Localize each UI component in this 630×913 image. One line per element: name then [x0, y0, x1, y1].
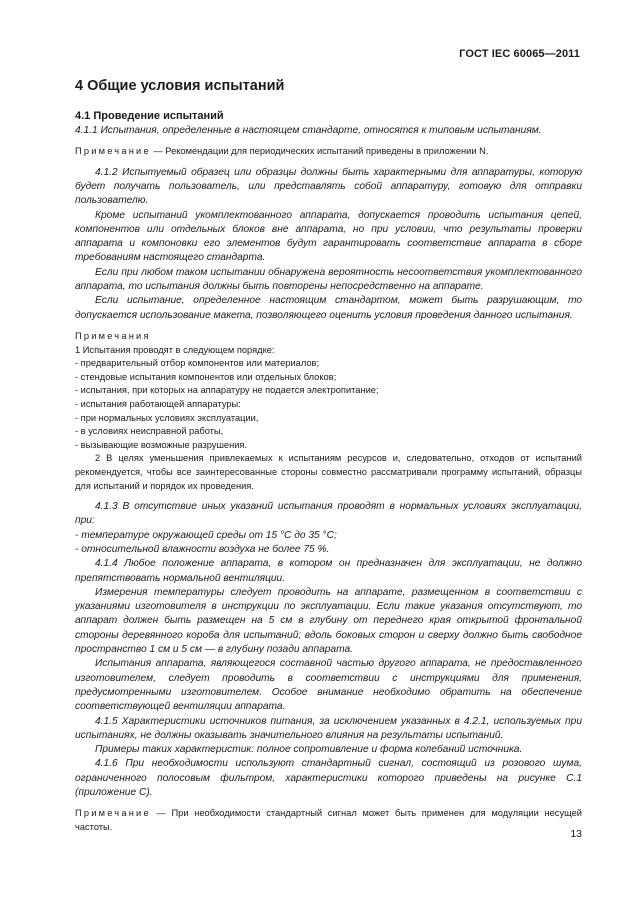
notes-2-item: - испытания, при которых на аппаратуру не подается электропитание;: [75, 385, 379, 396]
notes-2-item: - предварительный отбор компонентов или материалов;: [75, 358, 320, 369]
clause-4-1-3: 4.1.3 В отсутствие иных указаний испытания проводят в нормальных условиях эксплуатации, при:: [75, 501, 582, 527]
clause-4-1-4-c: Испытания аппарата, являющегося составной частью другого аппарата, не предоставленного изготовителем, следует проводить в соответствии с инструкциями для применения, предусмотренными изготовителем. Особое внимание необходимо обратить на обеспечение соответствующей вентиляции аппарата.: [75, 658, 582, 713]
note-3-label: Примечание: [75, 808, 151, 819]
notes-2-paragraph-2: 2 В целях уменьшения привлекаемых к испытаниям ресурсов и, следовательно, отходов от испытаний рекомендуется, чтобы все заинтересованные стороны совместно рассматривали программу испытаний, образцы для испытаний и порядок их проведения.: [75, 453, 582, 491]
note-1: [75, 145, 582, 158]
clause-4-1-2-a: 4.1.2 Испытуемый образец или образцы должны быть характерными для аппаратуры, которую будет получать пользователь, или представлять собой аппаратуру, готовую для отправки пользователю.: [75, 166, 582, 207]
notes-2-label: Примечания: [75, 330, 151, 341]
clause-4-1-5-b: Примеры таких характеристик: полное сопротивление и форма колебаний источника.: [95, 744, 523, 756]
notes-2-item: - в условиях неисправной работы,: [75, 426, 224, 437]
note-3: [75, 807, 582, 834]
clause-4-1-2-d: Если испытание, определенное настоящим стандартом, может быть разрушающим, то допускается использование макета, позволяющего оценить условия проведения данного испытания.: [75, 295, 582, 321]
clause-4-1-6: 4.1.6 При необходимости используют стандартный сигнал, состоящий из розового шума, ограниченного полосовым фильтром, характеристики которого приведены на рисунке С.1 (приложение С).: [75, 758, 582, 799]
subsection-title: 4.1 Проведение испытаний: [75, 110, 224, 122]
clause-4-1-3-item: - температуре окружающей среды от 15 °С до 35 °С;: [75, 529, 337, 541]
notes-2-item: - испытания работающей аппаратуры:: [75, 398, 241, 409]
clause-4-1-5-a: 4.1.5 Характеристики источников питания, за исключением указанных в 4.2.1, используемых при испытаниях, не должны оказывать значительного влияния на результаты испытаний.: [75, 715, 582, 741]
section-title: 4 Общие условия испытаний: [75, 78, 285, 94]
standard-header: ГОСТ IEC 60065—2011: [459, 48, 580, 60]
clause-4-1-4-b: Измерения температуры следует проводить на аппарате, размещенном в соответствии с указаниями изготовителя в инструкции по эксплуатации. Если такие указания отсутствуют, то аппарат должен быть размещен на 5 см в глубину от переднего края открытой фронтальной стороны деревянного короба для испытаний; вдоль боковых сторон и сверху должно быть свободное пространство 1 см и 5 см — в глубину позади аппарата.: [75, 586, 582, 656]
notes-2-item: - вызывающие возможные разрушения.: [75, 439, 248, 450]
notes-2-item: - при нормальных условиях эксплуатации,: [75, 412, 259, 423]
clause-4-1-3-item: - относительной влажности воздуха не более 75 %.: [75, 543, 330, 555]
notes-2: [75, 330, 582, 493]
note-1-label: Примечание: [75, 146, 151, 157]
page-number: 13: [570, 828, 582, 840]
clause-4-1-4-a: 4.1.4 Любое положение аппарата, в котором он предназначен для эксплуатации, не должно препятствовать нормальной вентиляции.: [75, 558, 582, 584]
notes-2-item: - стендовые испытания компонентов или отдельных блоков;: [75, 371, 337, 382]
clause-4-1-2-c: Если при любом таком испытании обнаружена вероятность несоответствия укомплектованного аппарата, то испытания должны быть повторены непосредственно на аппарате.: [75, 266, 582, 293]
clause-4-1-2-b: Кроме испытаний укомплектованного аппарата, допускается проводить испытания цепей, компонентов или отдельных блоков вне аппарата, но при условии, что результаты проверки аппарата и компоновки его элементов будут гарантировать соответствие аппарата в сборе требованиям настоящего стандарта.: [75, 209, 582, 264]
notes-2-item: 1 Испытания проводят в следующем порядке:: [75, 344, 275, 355]
clause-4-1-1: 4.1.1 Испытания, определенные в настоящем стандарте, относятся к типовым испытаниям.: [75, 125, 542, 136]
note-3-text: — При необходимости стандартный сигнал может быть применен для модуляции несущей частоты.: [75, 808, 582, 832]
page-content: [75, 78, 582, 834]
note-1-text: — Рекомендации для периодических испытаний приведены в приложении N.: [150, 146, 489, 157]
